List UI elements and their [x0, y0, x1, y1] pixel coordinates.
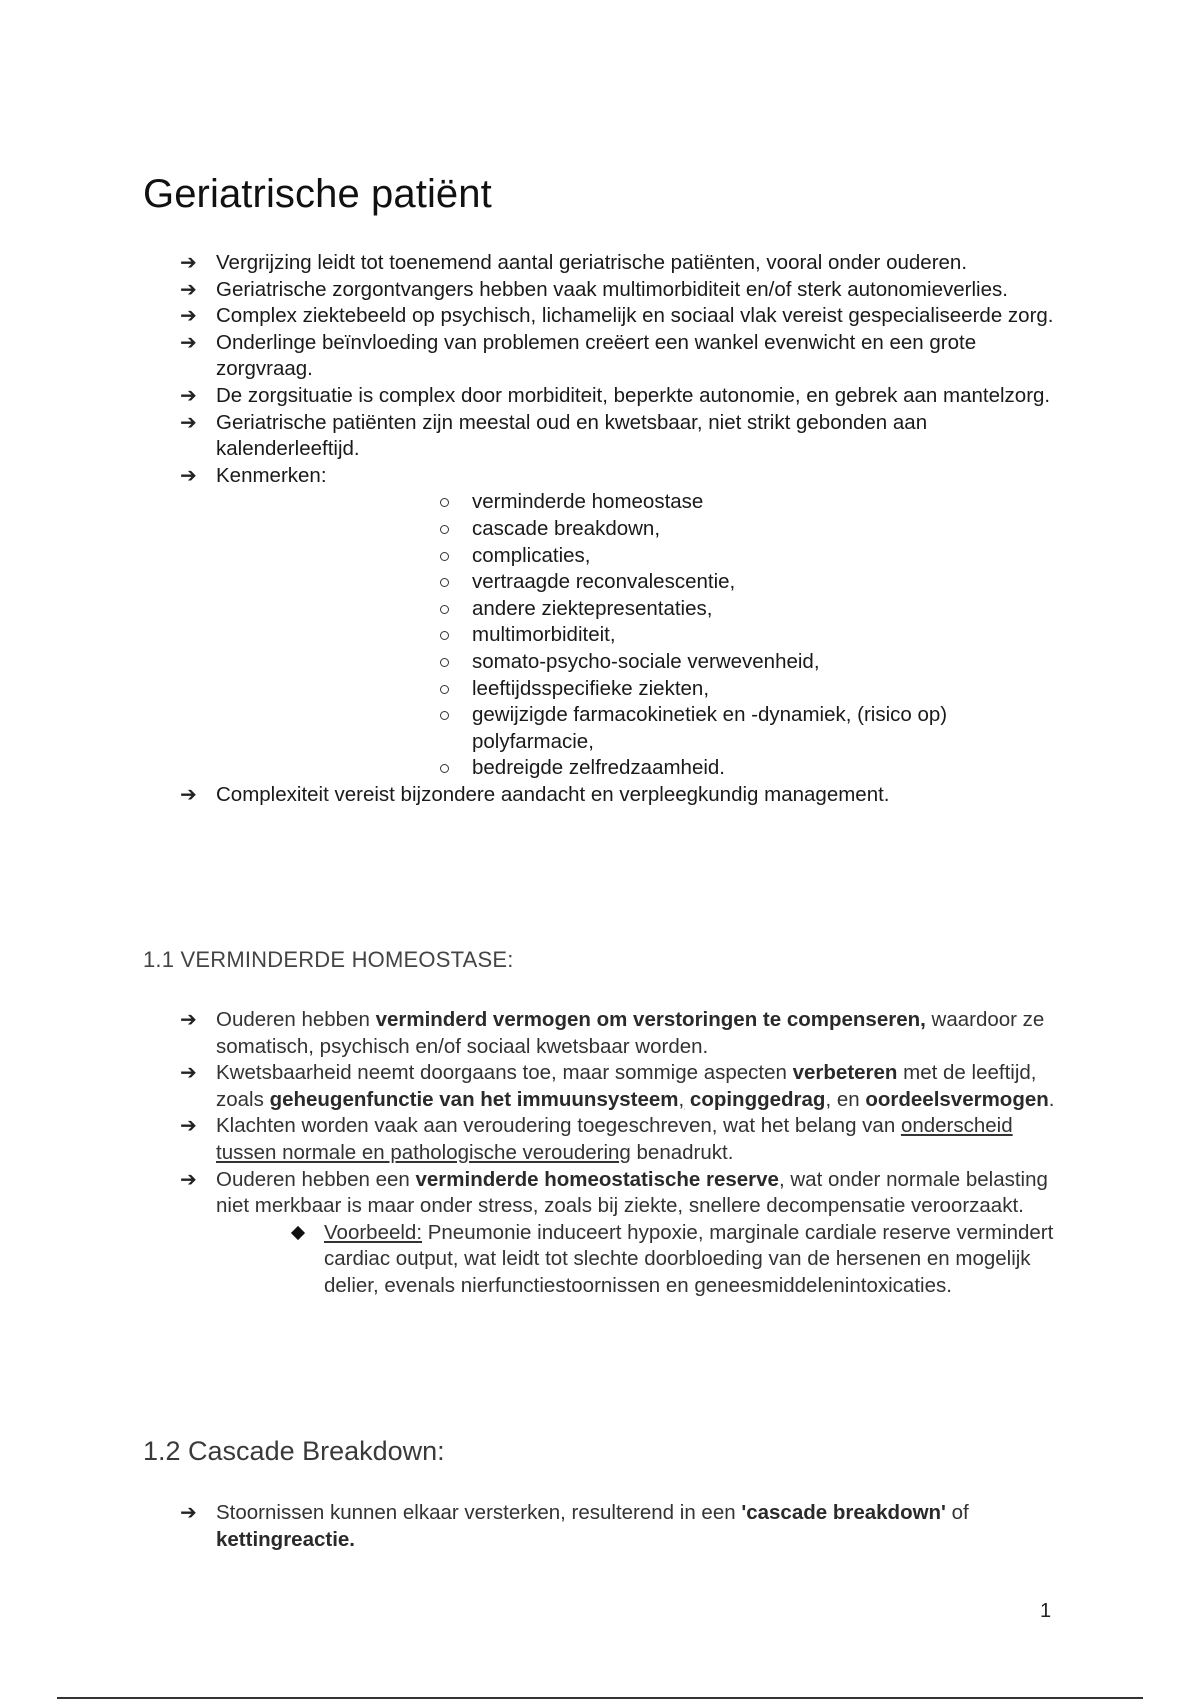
circle-bullet-icon [440, 498, 449, 507]
list-item-text: Onderlinge beïnvloeding van problemen creëert een wankel evenwicht en een grote zorgvraag. [216, 330, 977, 381]
list-item [180, 303, 1060, 330]
list-item-kenmerken [180, 463, 1060, 782]
arrow-right-icon: ➔ [180, 1062, 197, 1085]
circle-bullet-icon [440, 685, 449, 694]
list-item: ➔ Kwetsbaarheid neemt doorgaans toe, maar sommige aspecten verbeteren met de leeftijd, zoals geheugenfunctie van het immuunsysteem, copinggedrag, en oordeelsvermogen. [180, 1061, 1055, 1111]
list-item-text: Complex ziektebeeld op psychisch, lichamelijk en sociaal vlak vereist gespecialiseerde zorg. [216, 304, 1054, 328]
section-heading-cascade: 1.2 Cascade Breakdown: [143, 1436, 445, 1466]
list-item [180, 277, 1060, 304]
kenmerk-item: andere ziektepresentaties, [436, 596, 996, 623]
list-item [180, 383, 1060, 410]
arrow-right-icon: ➔ [180, 278, 197, 301]
arrow-right-icon: ➔ [180, 411, 197, 434]
circle-bullet-icon [440, 764, 449, 773]
circle-bullet-icon [440, 605, 449, 614]
arrow-right-icon: ➔ [180, 331, 197, 354]
list-item [180, 250, 1060, 277]
arrow-right-icon: ➔ [180, 384, 197, 407]
kenmerk-item: complicaties, [436, 543, 996, 570]
kenmerk-item: verminderde homeostase [436, 489, 996, 516]
list-item-text: Complexiteit vereist bijzondere aandacht en verpleegkundig management. [216, 782, 890, 806]
kenmerken-list [436, 489, 996, 782]
homeostase-list [180, 1007, 1060, 1300]
page-title: Geriatrische patiënt [143, 172, 492, 216]
arrow-right-icon: ➔ [180, 1009, 197, 1031]
list-item [180, 330, 1060, 383]
kenmerk-item: somato-psycho-sociale verwevenheid, [436, 649, 996, 676]
circle-bullet-icon [440, 578, 449, 587]
diamond-bullet-icon [291, 1226, 305, 1240]
example-item: Voorbeeld: Pneumonie induceert hypoxie, marginale cardiale reserve vermindert cardiac output, wat leidt tot slechte doorbloeding van de hersenen en mogelijk delier, evenals nierfunctiestoornissen en geneesmiddelenintoxicaties. [288, 1220, 1068, 1300]
circle-bullet-icon [440, 552, 449, 561]
example-list [288, 1220, 1068, 1300]
circle-bullet-icon [440, 631, 449, 640]
arrow-right-icon: ➔ [180, 252, 197, 274]
arrow-right-icon: ➔ [180, 1168, 197, 1191]
kenmerk-item: leeftijdsspecifieke ziekten, [436, 676, 996, 703]
cascade-list [180, 1500, 1060, 1553]
list-item: ➔ Ouderen hebben een verminderde homeostatische reserve, wat onder normale belasting niet merkbaar is maar onder stress, zoals bij ziekte, snellere decompensatie veroorzaakt. Voorbeeld: Pneumonie induceert hypoxie, marginale cardiale reserve vermindert cardiac output, wat leidt tot slechte doorbloeding van de hersenen en mogelijk delier, evenals nierfunctiestoornissen en geneesmiddelenintoxicaties. [180, 1167, 1060, 1300]
kenmerk-item: vertraagde reconvalescentie, [436, 569, 996, 596]
list-item-text: Vergrijzing leidt tot toenemend aantal geriatrische patiënten, vooral onder ouderen. [216, 251, 968, 274]
list-item-text: Geriatrische patiënten zijn meestal oud en kwetsbaar, niet strikt gebonden aan kalenderleeftijd. [216, 410, 928, 461]
kenmerk-item: cascade breakdown, [436, 516, 996, 543]
list-item [180, 410, 1060, 463]
arrow-right-icon: ➔ [180, 1115, 197, 1138]
list-item [180, 782, 1060, 809]
section-heading-homeostase: 1.1 VERMINDERDE HOMEOSTASE: [143, 947, 514, 972]
circle-bullet-icon [440, 658, 449, 667]
circle-bullet-icon [440, 711, 449, 720]
list-item-text: De zorgsituatie is complex door morbiditeit, beperkte autonomie, en gebrek aan mantelzorg. [216, 383, 1051, 407]
kenmerk-item: gewijzigde farmacokinetiek en -dynamiek, (risico op) polyfarmacie, [436, 702, 996, 755]
list-item: ➔ Ouderen hebben verminderd vermogen om verstoringen te compenseren, waardoor ze somatisch, psychisch en/of sociaal kwetsbaar worden. [180, 1008, 1045, 1058]
arrow-right-icon: ➔ [180, 305, 197, 328]
kenmerk-item: multimorbiditeit, [436, 622, 996, 649]
list-item: ➔ Klachten worden vaak aan veroudering toegeschreven, wat het belang van onderscheid tussen normale en pathologische veroudering benadrukt. [180, 1114, 1013, 1164]
kenmerk-item: bedreigde zelfredzaamheid. [436, 755, 996, 782]
arrow-right-icon: ➔ [180, 464, 197, 487]
circle-bullet-icon [440, 525, 449, 534]
list-item-text: Geriatrische zorgontvangers hebben vaak multimorbiditeit en/of sterk autonomieverlies. [216, 277, 1008, 301]
footer-divider [57, 1697, 1143, 1699]
page-number: 1 [1040, 1600, 1052, 1622]
arrow-right-icon: ➔ [180, 1502, 197, 1524]
list-item: ➔ Stoornissen kunnen elkaar versterken, resulterend in een 'cascade breakdown' of kettingreactie. [180, 1501, 969, 1551]
intro-list [180, 250, 1060, 808]
list-item-text: Kenmerken: [216, 463, 327, 487]
arrow-right-icon: ➔ [180, 783, 197, 806]
